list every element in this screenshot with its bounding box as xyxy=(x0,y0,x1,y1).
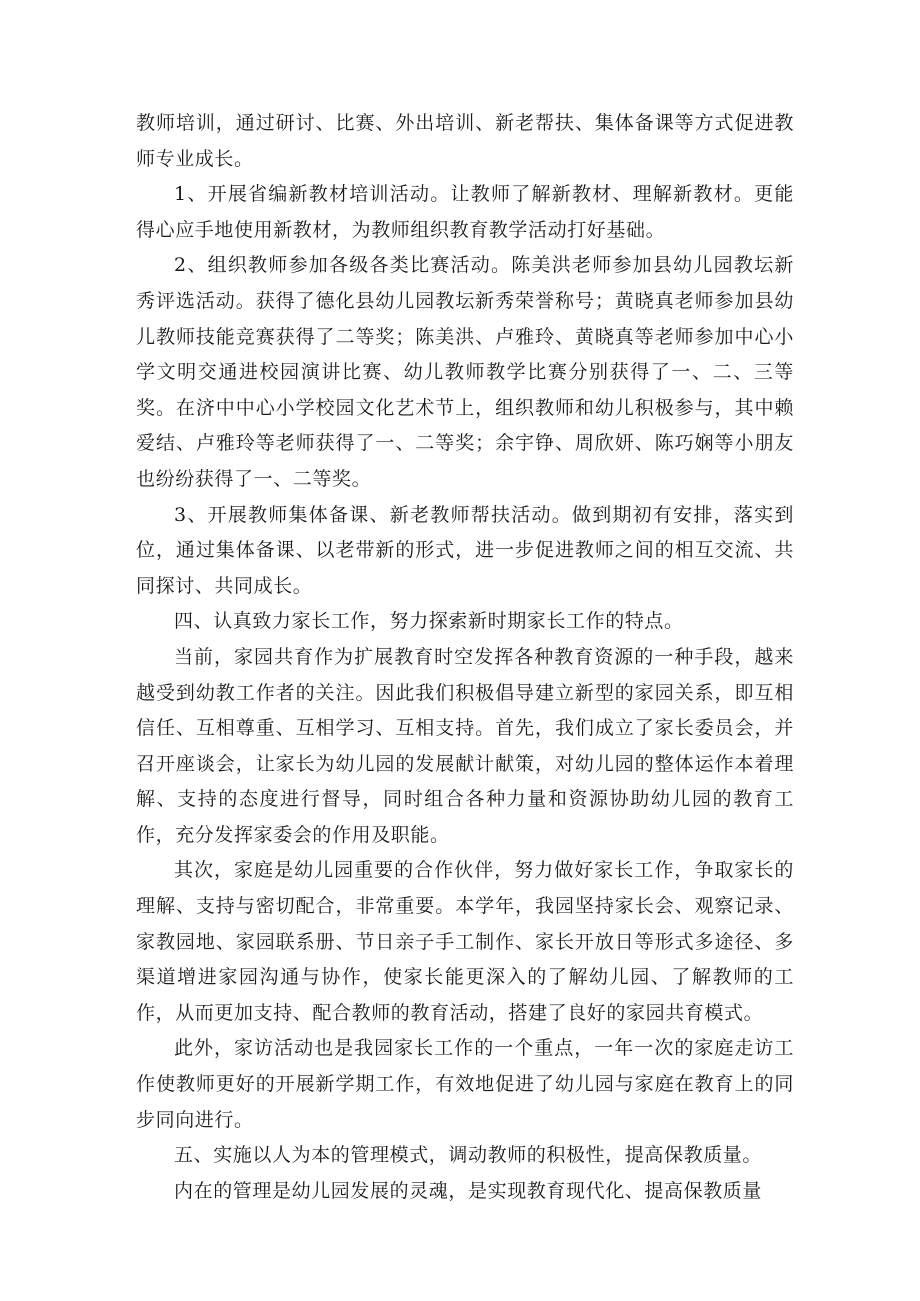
paragraph-1: 教师培训，通过研讨、比赛、外出培训、新老帮扶、集体备课等方式促进教师专业成长。 xyxy=(136,112,794,170)
paragraph-3: 2、组织教师参加各级各类比赛活动。陈美洪老师参加县幼儿园教坛新秀评选活动。获得了德化县幼儿园教坛新秀荣誉称号；黄晓真老师参加县幼儿教师技能竞赛获得了二等奖；陈美洪、卢雅玲、黄晓真等老师参加中心小学文明交通进校园演讲比赛、幼儿教师教学比赛分别获得了一、二、三等奖。在济中中心小学校园文化艺术节上，组织教师和幼儿积极参与，其中赖爱结、卢雅玲等老师获得了一、二等奖；余宇铮、周欣妍、陈巧娴等小朋友也纷纷获得了一、二等奖。 xyxy=(136,254,794,490)
section-heading-5: 五、实施以人为本的管理模式，调动教师的积极性，提高保教质量。 xyxy=(174,1144,763,1167)
section-heading-4: 四、认真致力家长工作，努力探索新时期家长工作的特点。 xyxy=(174,610,684,633)
paragraph-4: 3、开展教师集体备课、新老教师帮扶活动。做到期初有安排，落实到位，通过集体备课、以老带新的形式，进一步促进教师之间的相互交流、共同探讨、共同成长。 xyxy=(136,503,794,597)
paragraph-7: 其次，家庭是幼儿园重要的合作伙伴，努力做好家长工作，争取家长的理解、支持与密切配合，非常重要。本学年，我园坚持家长会、观察记录、家教园地、家园联系册、节日亲子手工制作、家长开放日等形式多途径、多渠道增进家园沟通与协作，使家长能更深入的了解幼儿园、了解教师的工作，从而更加支持、配合教师的教育活动，搭建了良好的家园共育模式。 xyxy=(136,859,794,1024)
paragraph-10: 内在的管理是幼儿园发展的灵魂，是实现教育现代化、提高保教质量 xyxy=(174,1179,763,1202)
paragraph-8: 此外，家访活动也是我园家长工作的一个重点，一年一次的家庭走访工作使教师更好的开展新学期工作，有效地促进了幼儿园与家庭在教育上的同步同向进行。 xyxy=(136,1037,794,1131)
paragraph-6: 当前，家园共育作为扩展教育时空发挥各种教育资源的一种手段，越来越受到幼教工作者的关注。因此我们积极倡导建立新型的家园关系，即互相信任、互相尊重、互相学习、互相支持。首先，我们成立了家长委员会，并召开座谈会，让家长为幼儿园的发展献计献策，对幼儿园的整体运作本着理解、支持的态度进行督导，同时组合各种力量和资源协助幼儿园的教育工作，充分发挥家委会的作用及职能。 xyxy=(136,645,794,846)
paragraph-2: 1、开展省编新教材培训活动。让教师了解新教材、理解新教材。更能得心应手地使用新教材，为教师组织教育教学活动打好基础。 xyxy=(136,183,794,241)
